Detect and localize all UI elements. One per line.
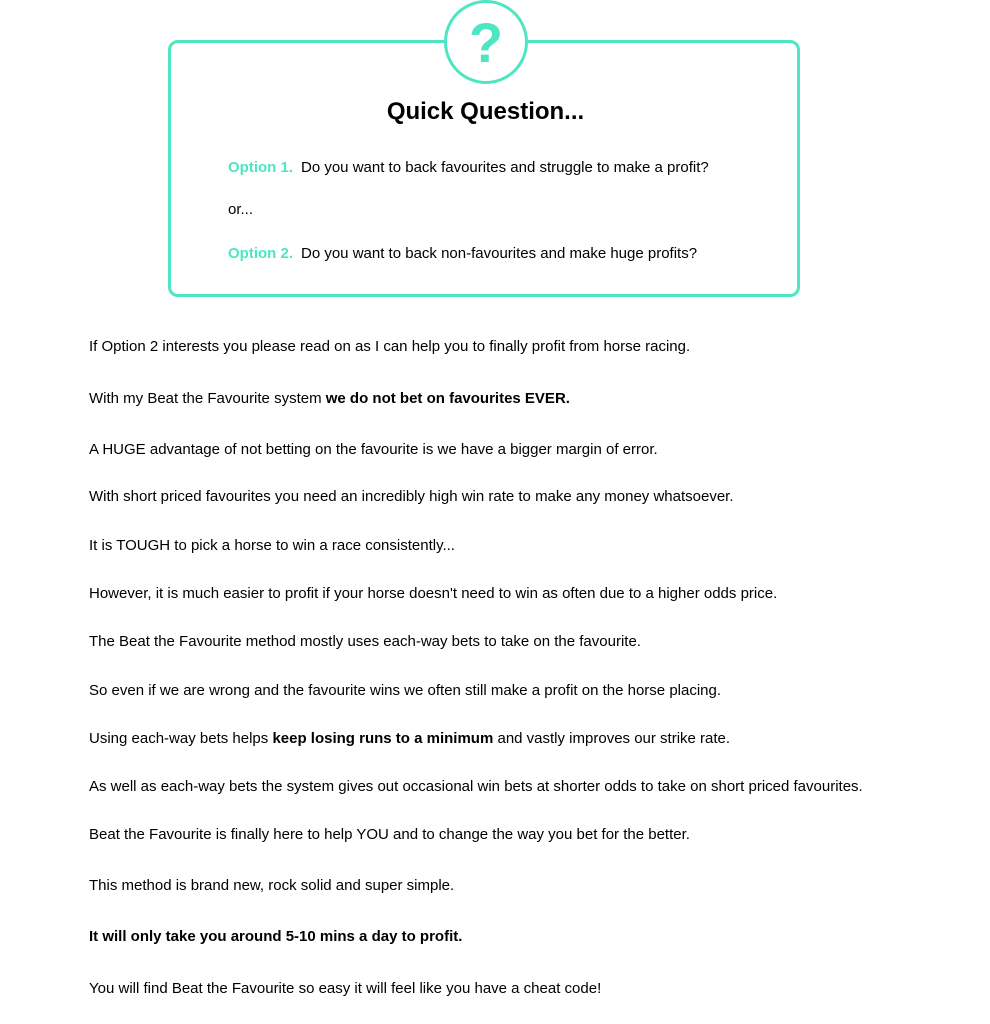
option-1 (228, 158, 709, 178)
paragraph-13-bold: It will only take you around 5-10 mins a day to profit. (89, 928, 463, 945)
paragraph-2-bold: we do not bet on favourites EVER. (325, 390, 570, 407)
paragraph-2-text: With my Beat the Favourite system (89, 390, 326, 407)
option-2-label: Option 2. (228, 245, 293, 262)
paragraph-9-text-before: Using each-way bets helps (89, 730, 273, 747)
paragraph-8: So even if we are wrong and the favourite wins we often still make a profit on the horse placing. (89, 682, 722, 699)
option-2 (228, 244, 697, 264)
paragraph-13 (89, 927, 462, 947)
option-1-label: Option 1. (228, 159, 293, 176)
option-1-text: Do you want to back favourites and struggle to make a profit? (301, 159, 709, 176)
paragraph-10: As well as each-way bets the system gives out occasional win bets at shorter odds to take on short priced favourites. (89, 778, 863, 795)
paragraph-11: Beat the Favourite is finally here to help YOU and to change the way you bet for the better. (89, 826, 690, 843)
paragraph-7: The Beat the Favourite method mostly uses each-way bets to take on the favourite. (89, 633, 641, 650)
paragraph-14: You will find Beat the Favourite so easy it will feel like you have a cheat code! (89, 980, 602, 997)
paragraph-5: It is TOUGH to pick a horse to win a race consistently... (89, 537, 455, 554)
paragraph-6: However, it is much easier to profit if your horse doesn't need to win as often due to a higher odds price. (89, 585, 778, 602)
paragraph-9-bold: keep losing runs to a minimum (272, 730, 494, 747)
paragraph-9 (89, 729, 730, 749)
paragraph-2 (89, 389, 570, 409)
or-text: or... (228, 201, 254, 218)
question-title: Quick Question... (386, 98, 585, 125)
question-mark-glyph: ? (468, 11, 504, 74)
paragraph-3: A HUGE advantage of not betting on the favourite is we have a bigger margin of error. (89, 441, 658, 458)
paragraph-9-text-after: and vastly improves our strike rate. (493, 730, 731, 747)
paragraph-4: With short priced favourites you need an incredibly high win rate to make any money whatsoever. (89, 488, 734, 505)
paragraph-12: This method is brand new, rock solid and super simple. (89, 877, 455, 894)
paragraph-1: If Option 2 interests you please read on as I can help you to finally profit from horse racing. (89, 338, 691, 355)
option-2-text: Do you want to back non-favourites and make huge profits? (301, 245, 698, 262)
question-mark-icon (444, 0, 528, 84)
